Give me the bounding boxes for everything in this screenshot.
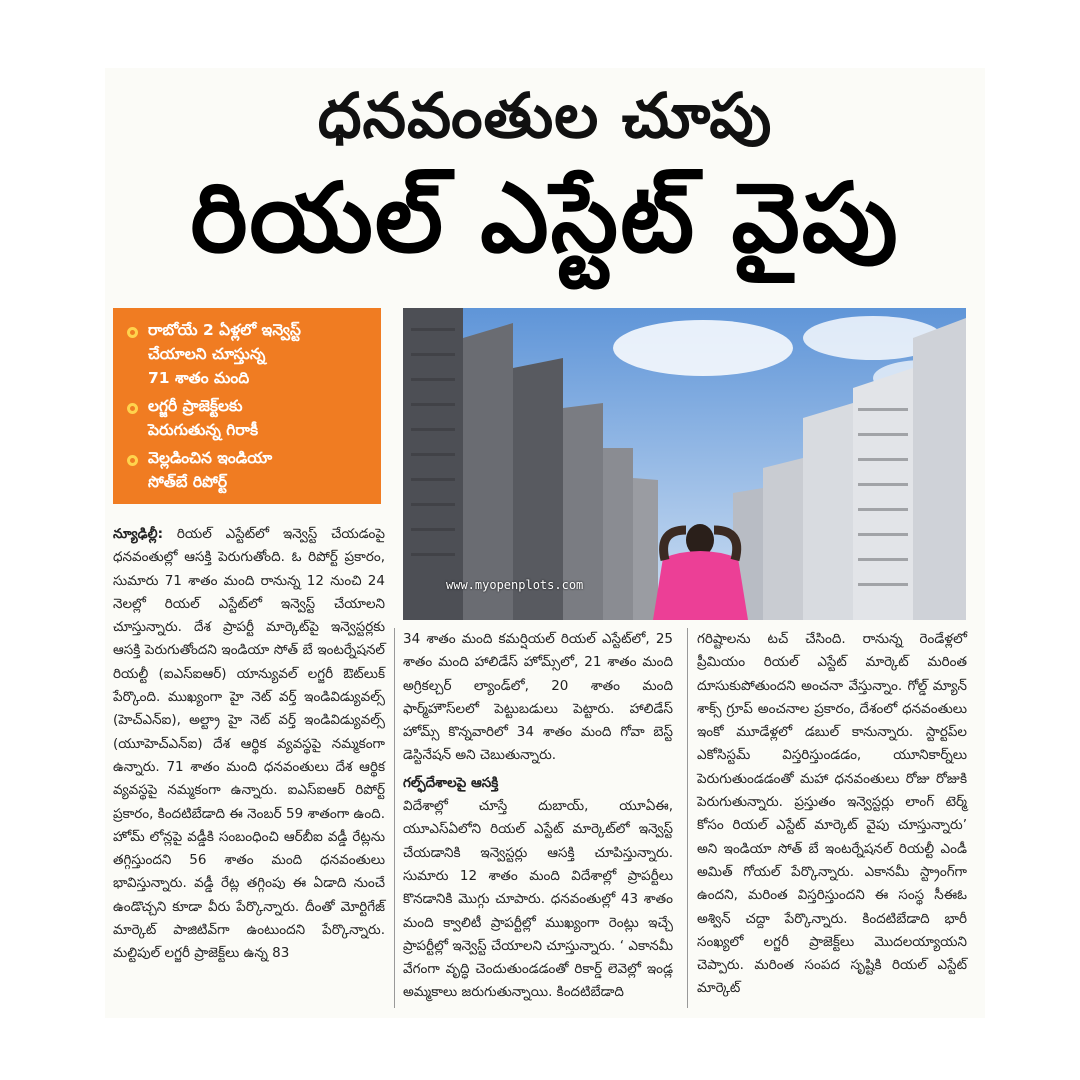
bullet-icon	[127, 455, 138, 466]
building	[603, 448, 633, 620]
building	[803, 403, 853, 620]
skyline-illustration	[403, 308, 966, 620]
person-shirt	[653, 551, 748, 620]
article-text: 34 శాతం మంది కమర్షియల్ రియల్ ఎస్టేట్‌లో, 25 శాతం మంది హాలిడేస్ హోమ్స్‌లో, 21 శాతం మంది అగ్రికల్చర్ ల్యాండ్‌లో, 20 శాతం మంది ఫార్మ్‌హౌస్‌లలో పెట్టుబడులు పెట్టారు. హాలిడేస్ హోమ్స్ కొన్నవారిలో 34 శాతం మంది గోవా బెస్ట్ డెస్టినేషన్ అని చెబుతున్నారు.	[403, 631, 673, 764]
highlight-text: లగ్జరీ ప్రాజెక్ట్‌లకు పెరుగుతున్న గిరాకీ	[148, 397, 259, 439]
building	[763, 458, 803, 620]
highlight-text: రాబోయే 2 ఏళ్లలో ఇన్వెస్ట్ చేయాలని చూస్తున్న 71 శాతం మంది	[148, 321, 301, 387]
column-divider	[687, 628, 688, 1008]
dateline: న్యూఢిల్లీ:	[113, 526, 163, 542]
article-column-1	[113, 523, 385, 966]
highlight-text: వెల్లడించిన ఇండియా సోత్‌బే రిపోర్ట్	[148, 449, 273, 491]
headline-line-1: ధనవంతుల చూపు	[317, 79, 773, 152]
building	[913, 318, 966, 620]
bullet-icon	[127, 327, 138, 338]
newspaper-clipping	[105, 68, 985, 1018]
highlight-item	[127, 446, 371, 494]
headline-line-2: రియల్ ఎస్టేట్ వైపు	[190, 162, 900, 274]
building	[463, 323, 513, 620]
highlight-item	[127, 394, 371, 442]
building	[633, 478, 658, 620]
bullet-icon	[127, 403, 138, 414]
photo-watermark: www.myopenplots.com	[446, 578, 584, 592]
highlights-box	[113, 308, 381, 504]
article-text: విదేశాల్లో చూస్తే దుబాయ్, యూఏఈ, యూఎస్ఏలోని రియల్ ఎస్టేట్ మార్కెట్‌లో ఇన్వెస్ట్ చేయడానికి ఇన్వెస్టర్లు ఆసక్తి చూపిస్తున్నారు. సుమారు 12 శాతం మంది విదేశాల్లో ప్రాపర్టీలు కొనడానికి మొగ్గు చూపారు. ధనవంతుల్లో 43 శాతం మంది క్వాలిటీ ప్రాపర్టీల్లో ముఖ్యంగా రెంట్లు ఇచ్చే ప్రాపర్టీల్లో ఇన్వెస్ట్ చేయాలని చూస్తున్నారు. ‘ ఎకానమీ వేగంగా వృద్ధి చెందుతుండడంతో రికార్డ్ లెవెల్లో ఇండ్ల అమ్మకాలు జరుగుతున్నాయి. కిందటిబేడాది	[403, 798, 673, 1001]
article-text: గరిష్టాలను టచ్ చేసింది. రానున్న రెండేళ్లలో ప్రీమియం రియల్ ఎస్టేట్ మార్కెట్ మరింత దూసుకుపోతుందని అంచనా వేస్తున్నాం. గోల్డ్ మ్యాన్ శాక్స్ గ్రూప్ అంచనాల ప్రకారం, దేశంలో ధనవంతులు ఇంకో మూడేళ్లలో డబుల్ కానున్నారు. స్టార్టప్‌ల ఎకోసిస్టమ్ విస్తరిస్తుండడం, యూనికార్న్‌లు పెరుగుతుండడంతో మహా ధనవంతులు రోజు రోజుకి పెరుగుతున్నారు. ప్రస్తుతం ఇన్వెస్టర్లు లాంగ్ టెర్మ్ కోసం రియల్ ఎస్టేట్ మార్కెట్ వైపు చూస్తున్నారు’ అని ఇండియా సోత్ బే ఇంటర్నేషనల్ రియల్టీ ఎండీ అమిత్ గోయల్ పేర్కొన్నారు. ఎకానమీ స్ట్రాంగ్‌గా ఉందని, మరింత విస్తరిస్తుందని ఈ సంస్థ సీఈఓ అశ్విన్ చద్దా పేర్కొన్నారు. కిందటిబేడాది భారీ సంఖ్యలో లగ్జరీ ప్రాజెక్ట్‌లు మొదలయ్యాయని చెప్పారు. మరింత సంపద సృష్టికి రియల్ ఎస్టేట్ మార్కెట్	[697, 631, 967, 997]
article-photo	[403, 308, 966, 620]
cloud	[613, 320, 793, 376]
highlight-item	[127, 318, 371, 390]
article-column-3	[697, 628, 967, 1001]
article-column-2	[403, 628, 673, 1005]
building	[853, 368, 913, 620]
section-subhead: గల్ఫ్‌దేశాలపై ఆసక్తి	[403, 774, 499, 791]
column-divider	[394, 628, 395, 1008]
article-text: రియల్ ఎస్టేట్‌లో ఇన్వెస్ట్ చేయడంపై ధనవంతుల్లో ఆసక్తి పెరుగుతోంది. ఓ రిపోర్ట్ ప్రకారం, సుమారు 71 శాతం మంది రానున్న 12 నుంచి 24 నెలల్లో రియల్ ఎస్టేట్‌లో ఇన్వెస్ట్ చేయాలని చూస్తున్నారు. దేశ ప్రాపర్టీ మార్కెట్‌పై ఇన్వెస్టర్లకు ఆసక్తి పెరుగుతోందని ఇండియా సోత్ బే ఇంటర్నేషనల్ రియల్టీ (ఐఎస్ఐఆర్) యాన్యువల్ లగ్జరీ ఔట్‌లుక్ పేర్కొంది. ముఖ్యంగా హై నెట్ వర్త్ ఇండివిడ్యువల్స్ (హెచ్ఎన్ఐ), అల్ట్రా హై నెట్ వర్త్ ఇండివిడ్యువల్స్ (యూహెచ్ఎన్ఐ) దేశ ఆర్థిక వ్యవస్థపై నమ్మకంగా ఉన్నారు. 71 శాతం మంది ధనవంతులు దేశ ఆర్థిక వ్యవస్థపై నమ్మకంగా ఉన్నారు. ఐఎస్ఐఆర్ రిపోర్ట్ ప్రకారం, కిందటిబేడాది ఈ నెంబర్ 59 శాతంగా ఉంది. హోమ్ లోన్లపై వడ్డీకి సంబంధించి ఆర్‌బీఐ వడ్డీ రేట్లను తగ్గిస్తుందని 56 శాతం మంది ధనవంతులు భావిస్తున్నారు. వడ్డీ రేట్ల తగ్గింపు ఈ ఏడాది నుంచే ఉండొచ్చని కూడా వీరు పేర్కొన్నారు. దీంతో మోర్టిగేజ్ మార్కెట్ పాజిటివ్‌గా ఉంటుందని పేర్కొన్నారు. మల్టిపుల్ లగ్జరీ ప్రాజెక్ట్‌లు ఉన్న 83	[113, 526, 385, 962]
